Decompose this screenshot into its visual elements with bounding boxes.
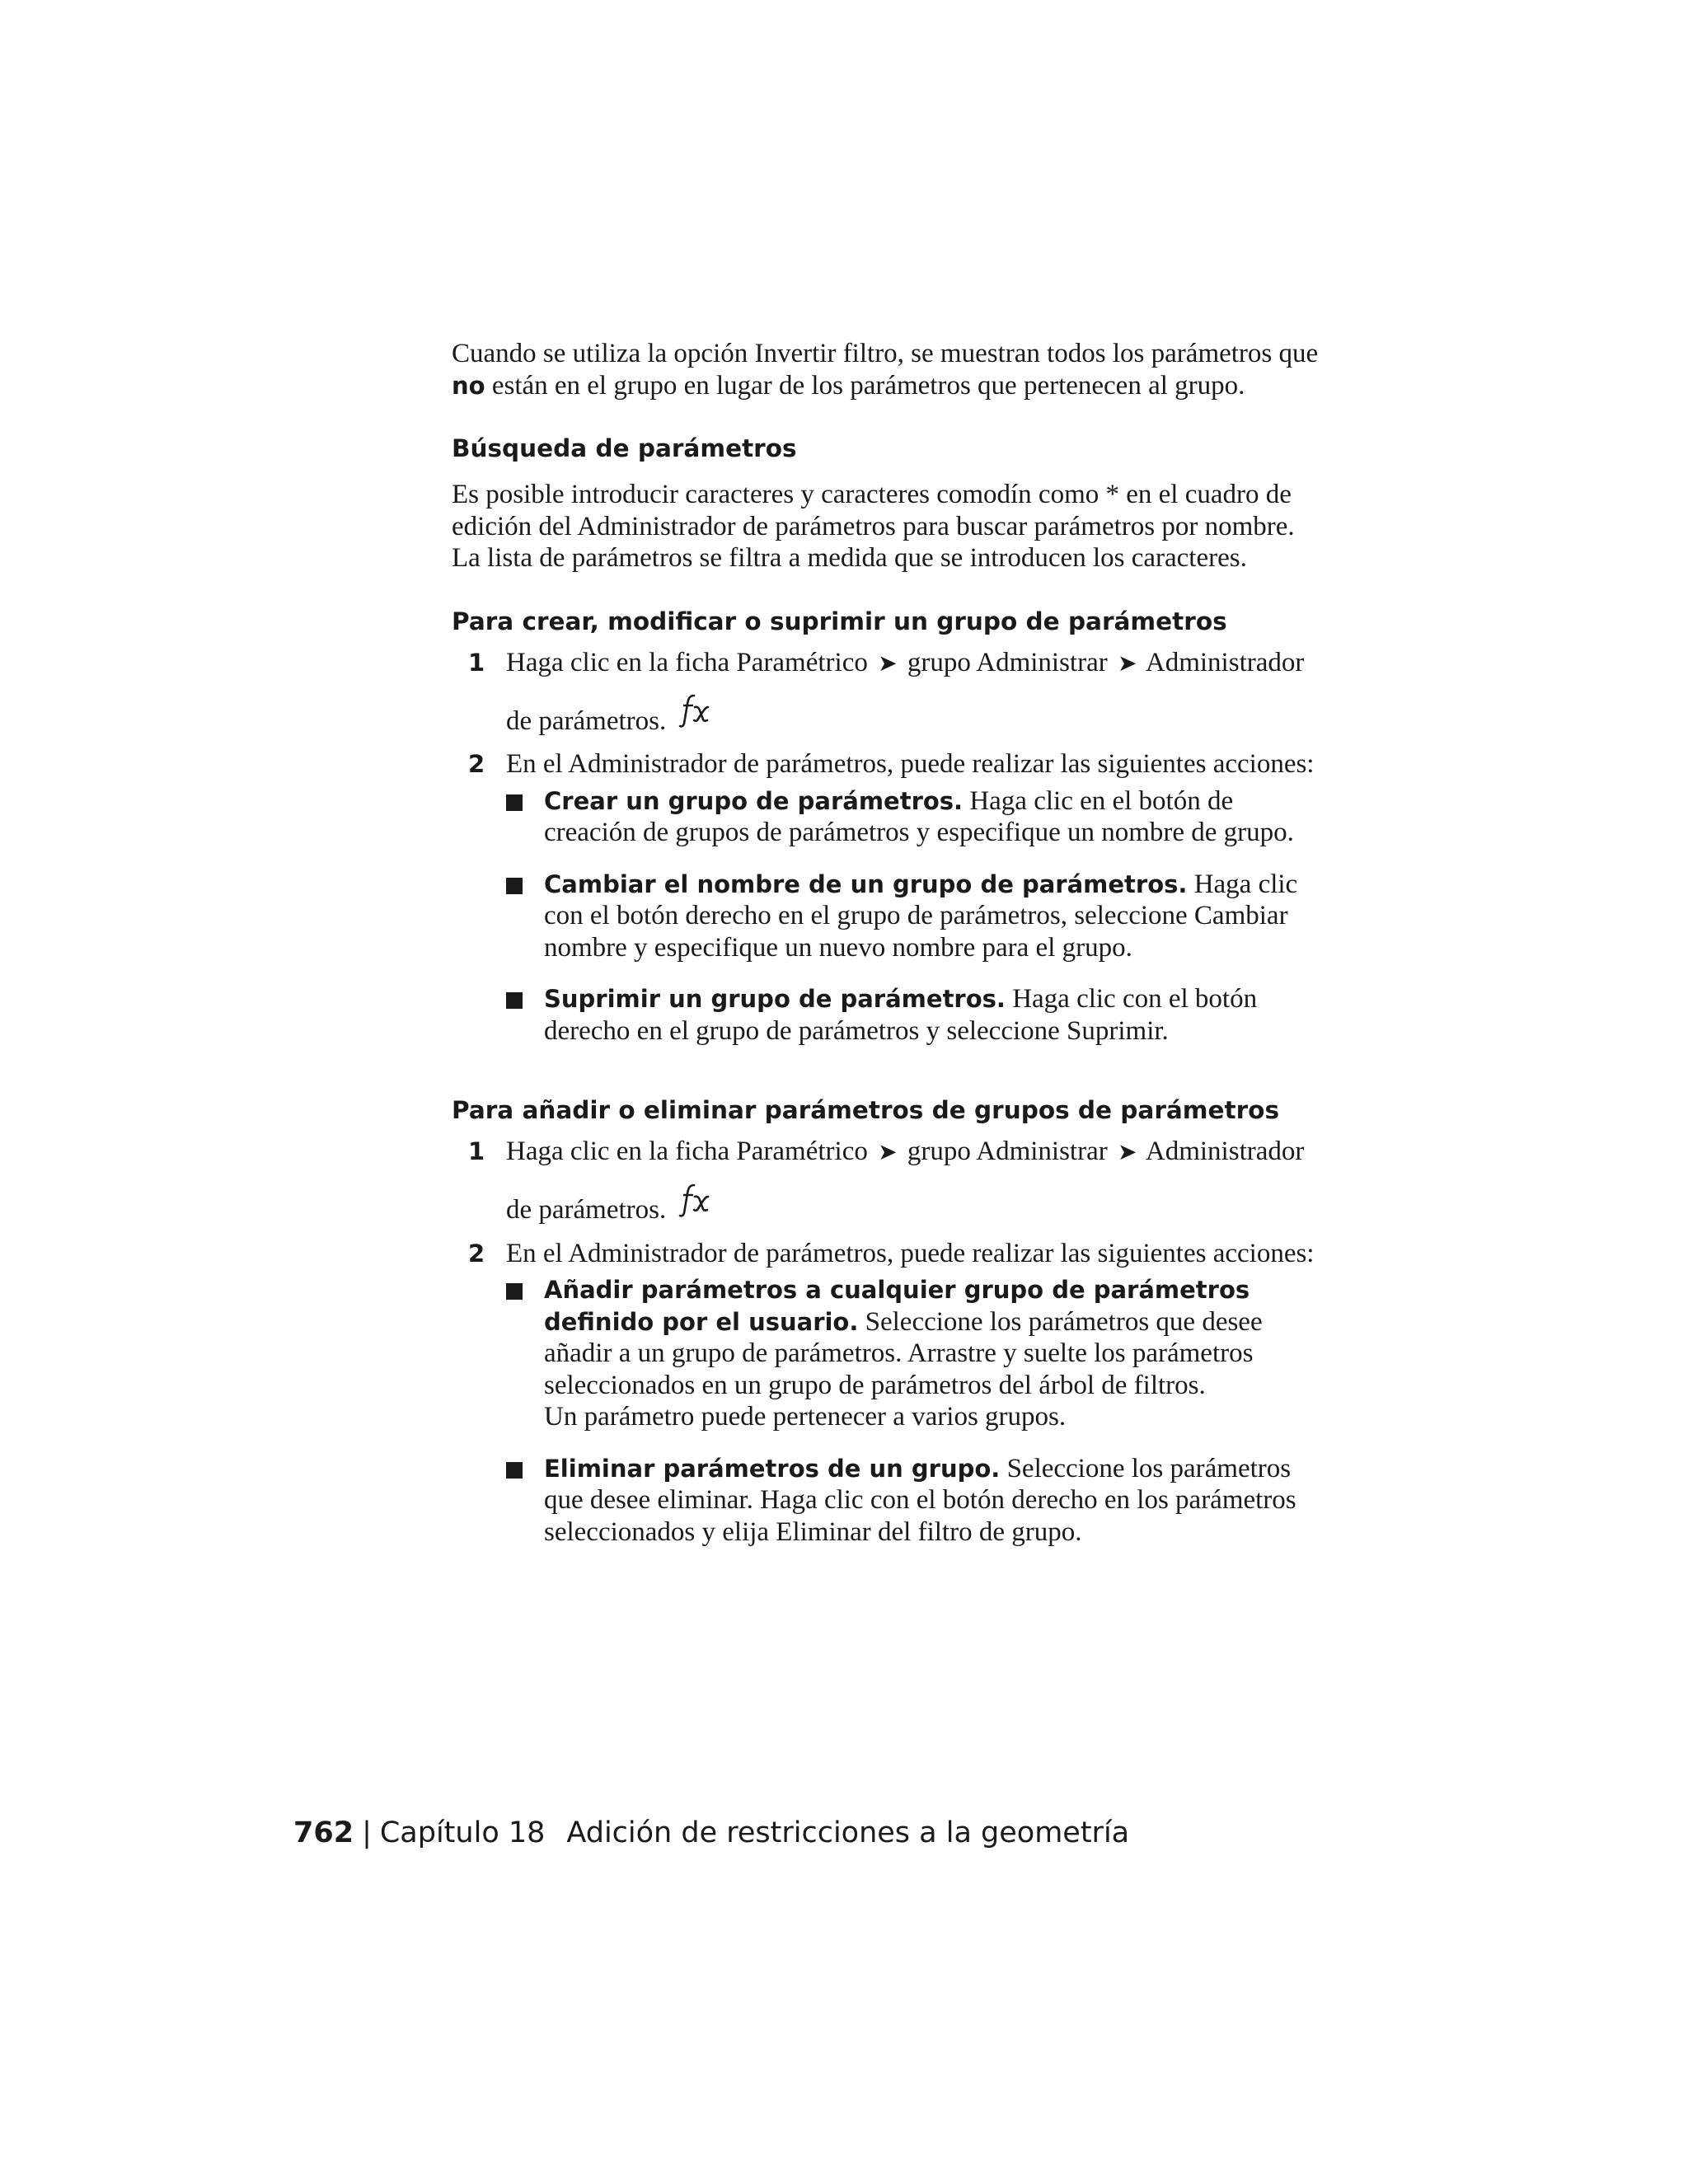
bullet-note: Un parámetro puede pertenecer a varios grupos.: [544, 1402, 1067, 1432]
arrow-right-icon: ➤: [878, 649, 898, 677]
list-item: [506, 1453, 1325, 1549]
page-footer: [293, 1816, 1129, 1849]
step-text: de parámetros.: [506, 1195, 667, 1225]
arrow-right-icon: ➤: [1117, 1138, 1137, 1165]
add-step-1: [452, 1136, 1325, 1226]
bullet-text: Haga clic con el botón derecho en el grupo de parámetros y seleccione Suprimir.: [544, 984, 1258, 1046]
bullet-text: Haga clic con el botón derecho en el grupo de parámetros, seleccione Cambiar nombre y especifique un nuevo nombre para el grupo.: [544, 869, 1298, 963]
add-section-heading: Para añadir o eliminar parámetros de grupos de parámetros: [452, 1096, 1280, 1124]
fx-function-icon: [678, 692, 714, 729]
create-step-2: [452, 748, 1325, 1047]
step-text: de parámetros.: [506, 705, 667, 736]
intro-paragraph: [452, 338, 1325, 401]
step-1-line-2: [506, 692, 1325, 737]
create-bullet-list: [506, 785, 1325, 1047]
step-text: grupo Administrar: [907, 647, 1108, 677]
step-text: Haga clic en la ficha Paramétrico: [506, 1137, 868, 1166]
bullet-title: Crear un grupo de parámetros.: [544, 786, 964, 815]
square-bullet-icon: [506, 878, 523, 894]
step-text: Administrador: [1145, 1137, 1305, 1166]
create-section-heading: Para crear, modificar o suprimir un grupo de parámetros: [452, 607, 1227, 635]
step-text: Haga clic en la ficha Paramétrico: [506, 647, 868, 677]
step-text: En el Administrador de parámetros, puede realizar las siguientes acciones:: [506, 749, 1315, 779]
list-item: [506, 869, 1325, 964]
create-step-1: [452, 647, 1325, 738]
fx-function-icon: [678, 1182, 714, 1218]
step-text: En el Administrador de parámetros, puede realizar las siguientes acciones:: [506, 1238, 1315, 1268]
list-item: [506, 1274, 1325, 1433]
step-1-line-2: [506, 1182, 1325, 1226]
intro-text-start: Cuando se utiliza la opción Invertir filtro, se muestran todos los parámetros que: [452, 339, 1319, 368]
arrow-right-icon: ➤: [878, 1138, 898, 1165]
step-text: Administrador: [1145, 647, 1305, 677]
intro-text-end: están en el grupo en lugar de los parámetros que pertenecen al grupo.: [485, 370, 1245, 401]
step-1-line: [506, 647, 1325, 680]
list-item: [506, 785, 1325, 849]
step-text: grupo Administrar: [907, 1137, 1108, 1166]
list-item: [506, 983, 1325, 1047]
square-bullet-icon: [506, 1462, 523, 1479]
square-bullet-icon: [506, 1283, 523, 1300]
step-number: 2: [468, 750, 485, 778]
step-1-line: [506, 1136, 1325, 1169]
chapter-title: Adición de restricciones a la geometría: [566, 1816, 1130, 1849]
bullet-text: Seleccione los parámetros que desee eliminar. Haga clic con el botón derecho en los parámetros seleccionados y elija Eliminar del filtro de grupo.: [544, 1453, 1296, 1547]
bullet-title: Cambiar el nombre de un grupo de parámetros.: [544, 869, 1188, 898]
bullet-text: Seleccione los parámetros que desee añadir a un grupo de parámetros. Arrastre y suelte los parámetros seleccionados en un grupo de parámetros del árbol de filtros.: [544, 1306, 1263, 1400]
page-number: 762: [293, 1816, 354, 1849]
bullet-title: Eliminar parámetros de un grupo.: [544, 1454, 1001, 1483]
step-number: 1: [468, 1137, 485, 1165]
step-number: 1: [468, 648, 485, 677]
footer-separator: |: [362, 1816, 372, 1849]
intro-bold-word: no: [452, 371, 485, 400]
page-content: [452, 338, 1325, 1568]
bullet-text: Haga clic en el botón de creación de grupos de parámetros y especifique un nombre de grupo.: [544, 785, 1294, 847]
add-step-2: [452, 1238, 1325, 1549]
search-section-heading: Búsqueda de parámetros: [452, 434, 797, 462]
square-bullet-icon: [506, 794, 523, 811]
square-bullet-icon: [506, 992, 523, 1009]
add-bullet-list: [506, 1274, 1325, 1548]
bullet-title: Suprimir un grupo de parámetros.: [544, 985, 1006, 1013]
bullet-title: Añadir parámetros a cualquier grupo de parámetros definido por el usuario.: [544, 1276, 1250, 1336]
step-number: 2: [468, 1239, 485, 1268]
arrow-right-icon: ➤: [1117, 649, 1137, 677]
search-section-paragraph: Es posible introducir caracteres y caracteres comodín como * en el cuadro de edición del Administrador de parámetros para buscar parámetros por nombre. La lista de parámetros se filtra a medida que se introducen los caracteres.: [452, 480, 1295, 573]
chapter-label: Capítulo 18: [379, 1816, 546, 1849]
